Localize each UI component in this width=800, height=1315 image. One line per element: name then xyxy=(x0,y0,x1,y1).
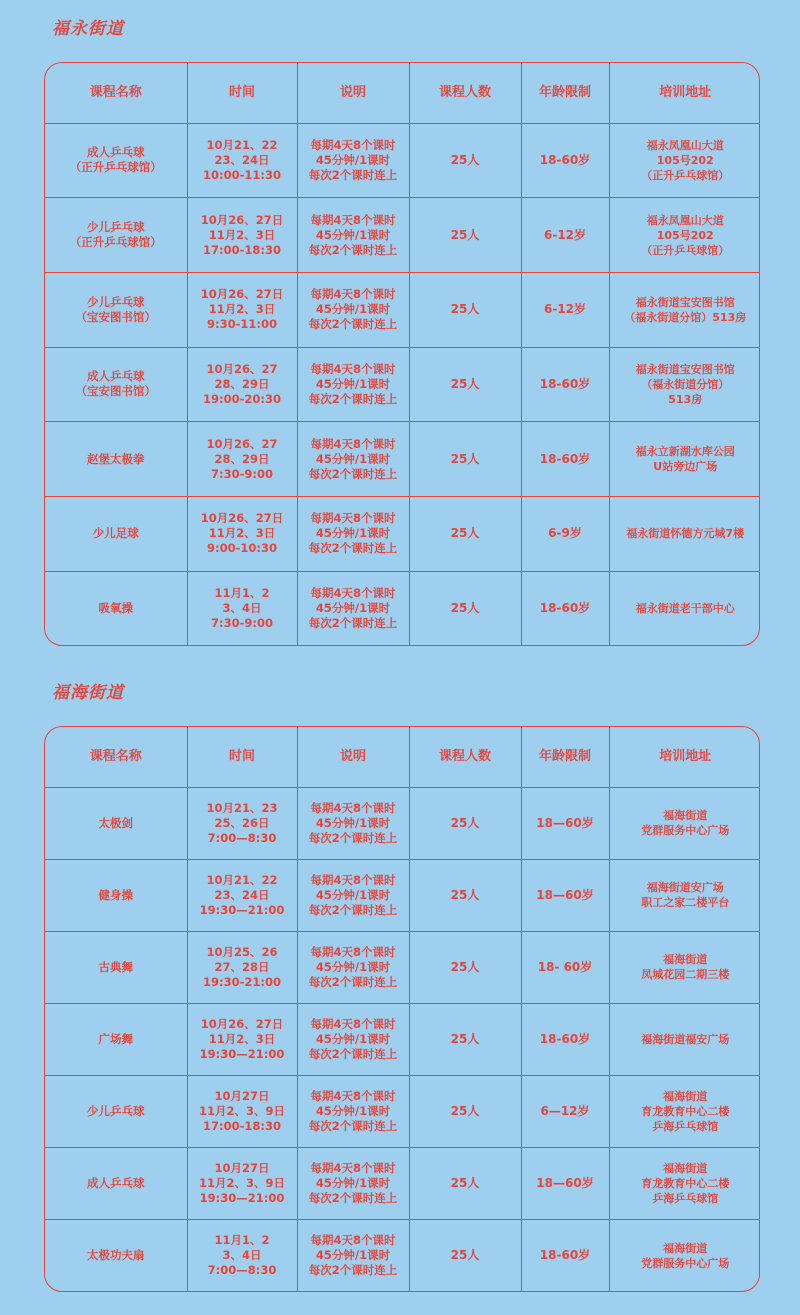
header-row xyxy=(45,63,760,123)
cell-time: 10月26、27日 11月2、3日 9:30-11:00 xyxy=(187,272,297,347)
cell-desc: 每期4天8个课时 45分钟/1课时 每次2个课时连上 xyxy=(297,1003,409,1075)
cell-people: 25人 xyxy=(409,198,521,273)
cell-name: 吸氧操 xyxy=(45,571,187,645)
cell-time: 10月26、27日 11月2、3日 17:00-18:30 xyxy=(187,198,297,273)
cell-people: 25人 xyxy=(409,1148,521,1220)
cell-addr: 福永凤凰山大道 105号202 （正升乒乓球馆） xyxy=(609,198,760,273)
cell-addr: 福永街道宝安图书馆 （福永街道分馆） 513房 xyxy=(609,347,760,422)
cell-time: 10月26、27 28、29日 7:30-9:00 xyxy=(187,422,297,497)
header-description: 说明 xyxy=(297,63,409,123)
cell-addr: 福海街道 凤城花园二期三楼 xyxy=(609,931,760,1003)
cell-addr: 福海街道 党群服务中心广场 xyxy=(641,1241,730,1270)
cell-name: 成人乒乓球 xyxy=(45,1148,187,1220)
table-row xyxy=(45,272,760,347)
cell-desc: 每期4天8个课时 45分钟/1课时 每次2个课时连上 xyxy=(297,496,409,571)
header-age-limit: 年龄限制 xyxy=(521,63,609,123)
cell-desc: 每期4天8个课时 45分钟/1课时 每次2个课时连上 xyxy=(297,931,409,1003)
table-row xyxy=(45,571,760,645)
cell-desc: 每期4天8个课时 45分钟/1课时 每次2个课时连上 xyxy=(297,123,409,198)
cell-time: 10月26、27 28、29日 19:00-20:30 xyxy=(187,347,297,422)
table-row xyxy=(45,859,760,931)
cell-time: 10月26、27日 11月2、3日 9:00-10:30 xyxy=(187,496,297,571)
cell-age: 18-60岁 xyxy=(521,1003,609,1075)
cell-desc: 每期4天8个课时 45分钟/1课时 每次2个课时连上 xyxy=(297,1075,409,1147)
cell-desc: 每期4天8个课时 45分钟/1课时 每次2个课时连上 xyxy=(297,787,409,859)
cell-age: 18—60岁 xyxy=(521,1148,609,1220)
cell-addr: 福海街道安广场 职工之家二楼平台 xyxy=(609,859,760,931)
schedule-table-fuyong xyxy=(44,62,760,646)
cell-time: 10月21、22 23、24日 10:00-11:30 xyxy=(187,123,297,198)
cell-name: 太极剑 xyxy=(45,787,187,859)
cell-desc: 每期4天8个课时 45分钟/1课时 每次2个课时连上 xyxy=(297,1148,409,1220)
cell-age: 6-12岁 xyxy=(521,272,609,347)
cell-people: 25人 xyxy=(409,859,521,931)
cell-desc: 每期4天8个课时 45分钟/1课时 每次2个课时连上 xyxy=(297,1220,409,1291)
cell-time: 10月27日 11月2、3、9日 19:30—21:00 xyxy=(187,1148,297,1220)
cell-name: 太极功夫扇 xyxy=(45,1220,187,1291)
cell-addr: 福永立新湖水库公园 U站旁边广场 xyxy=(609,422,760,497)
cell-people: 25人 xyxy=(409,1075,521,1147)
table-row xyxy=(45,931,760,1003)
table-row xyxy=(45,496,760,571)
schedule-table-fuhai xyxy=(44,726,760,1292)
cell-time: 10月26、27日 11月2、3日 19:30—21:00 xyxy=(187,1003,297,1075)
cell-age: 6-9岁 xyxy=(521,496,609,571)
cell-people: 25人 xyxy=(409,496,521,571)
cell-age: 18-60岁 xyxy=(521,1220,609,1291)
table-row xyxy=(45,1220,760,1291)
cell-name: 广场舞 xyxy=(45,1003,187,1075)
cell-people: 25人 xyxy=(409,931,521,1003)
cell-addr: 福永街道怀德方元城7楼 xyxy=(609,496,760,571)
cell-time: 10月21、22 23、24日 19:30—21:00 xyxy=(187,859,297,931)
cell-time: 10月21、23 25、26日 7:00—8:30 xyxy=(187,787,297,859)
header-description: 说明 xyxy=(297,727,409,787)
cell-addr: 福永凤凰山大道 105号202 （正升乒乓球馆） xyxy=(609,123,760,198)
table-row xyxy=(45,123,760,198)
cell-desc: 每期4天8个课时 45分钟/1课时 每次2个课时连上 xyxy=(297,422,409,497)
cell-age: 18-60岁 xyxy=(521,571,609,645)
section-title-fuhai: 福海街道 xyxy=(52,683,124,703)
cell-people: 25人 xyxy=(409,123,521,198)
cell-addr: 福永街道老干部中心 xyxy=(635,601,735,615)
cell-people: 25人 xyxy=(409,422,521,497)
cell-name: 成人乒乓球 （正升乒乓球馆） xyxy=(45,123,187,198)
cell-desc: 每期4天8个课时 45分钟/1课时 每次2个课时连上 xyxy=(297,272,409,347)
cell-name: 少儿乒乓球 （宝安图书馆） xyxy=(45,272,187,347)
cell-age: 18—60岁 xyxy=(521,787,609,859)
cell-people: 25人 xyxy=(409,347,521,422)
header-time: 时间 xyxy=(187,63,297,123)
cell-name: 古典舞 xyxy=(45,931,187,1003)
cell-name: 成人乒乓球 （宝安图书馆） xyxy=(45,347,187,422)
cell-age: 6-12岁 xyxy=(521,198,609,273)
cell-time: 11月1、2 3、4日 7:00—8:30 xyxy=(187,1220,297,1291)
header-age-limit: 年龄限制 xyxy=(521,727,609,787)
header-address: 培训地址 xyxy=(609,63,760,123)
header-course-name: 课程名称 xyxy=(45,63,187,123)
table-row xyxy=(45,787,760,859)
header-time: 时间 xyxy=(187,727,297,787)
cell-time: 10月25、26 27、28日 19:30-21:00 xyxy=(187,931,297,1003)
table-row xyxy=(45,1075,760,1147)
header-address: 培训地址 xyxy=(609,727,760,787)
cell-age: 18- 60岁 xyxy=(521,931,609,1003)
cell-addr: 福海街道 育龙教育中心二楼 乒海乒乓球馆 xyxy=(609,1075,760,1147)
cell-addr: 福海街道 党群服务中心广场 xyxy=(609,787,760,859)
table-row xyxy=(45,422,760,497)
cell-age: 6—12岁 xyxy=(521,1075,609,1147)
cell-age: 18—60岁 xyxy=(521,859,609,931)
cell-name: 赵堡太极拳 xyxy=(45,422,187,497)
table-row xyxy=(45,198,760,273)
cell-name: 少儿足球 xyxy=(45,496,187,571)
cell-name: 少儿乒乓球 xyxy=(45,1075,187,1147)
header-row xyxy=(45,727,760,787)
cell-desc: 每期4天8个课时 45分钟/1课时 每次2个课时连上 xyxy=(297,859,409,931)
cell-addr: 福海街道 育龙教育中心二楼 乒海乒乓球馆 xyxy=(609,1148,760,1220)
table-fuhai xyxy=(45,727,760,1291)
cell-age: 18-60岁 xyxy=(521,123,609,198)
cell-desc: 每期4天8个课时 45分钟/1课时 每次2个课时连上 xyxy=(297,198,409,273)
cell-addr: 福海街道福安广场 xyxy=(609,1003,760,1075)
cell-age: 18-60岁 xyxy=(521,347,609,422)
cell-name: 少儿乒乓球 （正升乒乓球馆） xyxy=(45,198,187,273)
cell-people: 25人 xyxy=(409,571,521,645)
cell-time: 10月27日 11月2、3、9日 17:00-18:30 xyxy=(187,1075,297,1147)
header-capacity: 课程人数 xyxy=(409,63,521,123)
cell-age: 18-60岁 xyxy=(521,422,609,497)
header-capacity: 课程人数 xyxy=(409,727,521,787)
section-title-fuyong: 福永街道 xyxy=(52,19,124,39)
cell-time: 11月1、2 3、4日 7:30-9:00 xyxy=(187,571,297,645)
header-course-name: 课程名称 xyxy=(45,727,187,787)
cell-name: 健身操 xyxy=(45,859,187,931)
table-row xyxy=(45,1003,760,1075)
cell-addr: 福永街道宝安图书馆 （福永街道分馆）513房 xyxy=(609,272,760,347)
cell-desc: 每期4天8个课时 45分钟/1课时 每次2个课时连上 xyxy=(297,347,409,422)
table-row xyxy=(45,1148,760,1220)
cell-people: 25人 xyxy=(409,272,521,347)
cell-people: 25人 xyxy=(409,1003,521,1075)
cell-people: 25人 xyxy=(409,787,521,859)
table-fuyong xyxy=(45,63,760,645)
table-row xyxy=(45,347,760,422)
cell-desc: 每期4天8个课时 45分钟/1课时 每次2个课时连上 xyxy=(297,571,409,645)
cell-people: 25人 xyxy=(409,1220,521,1291)
